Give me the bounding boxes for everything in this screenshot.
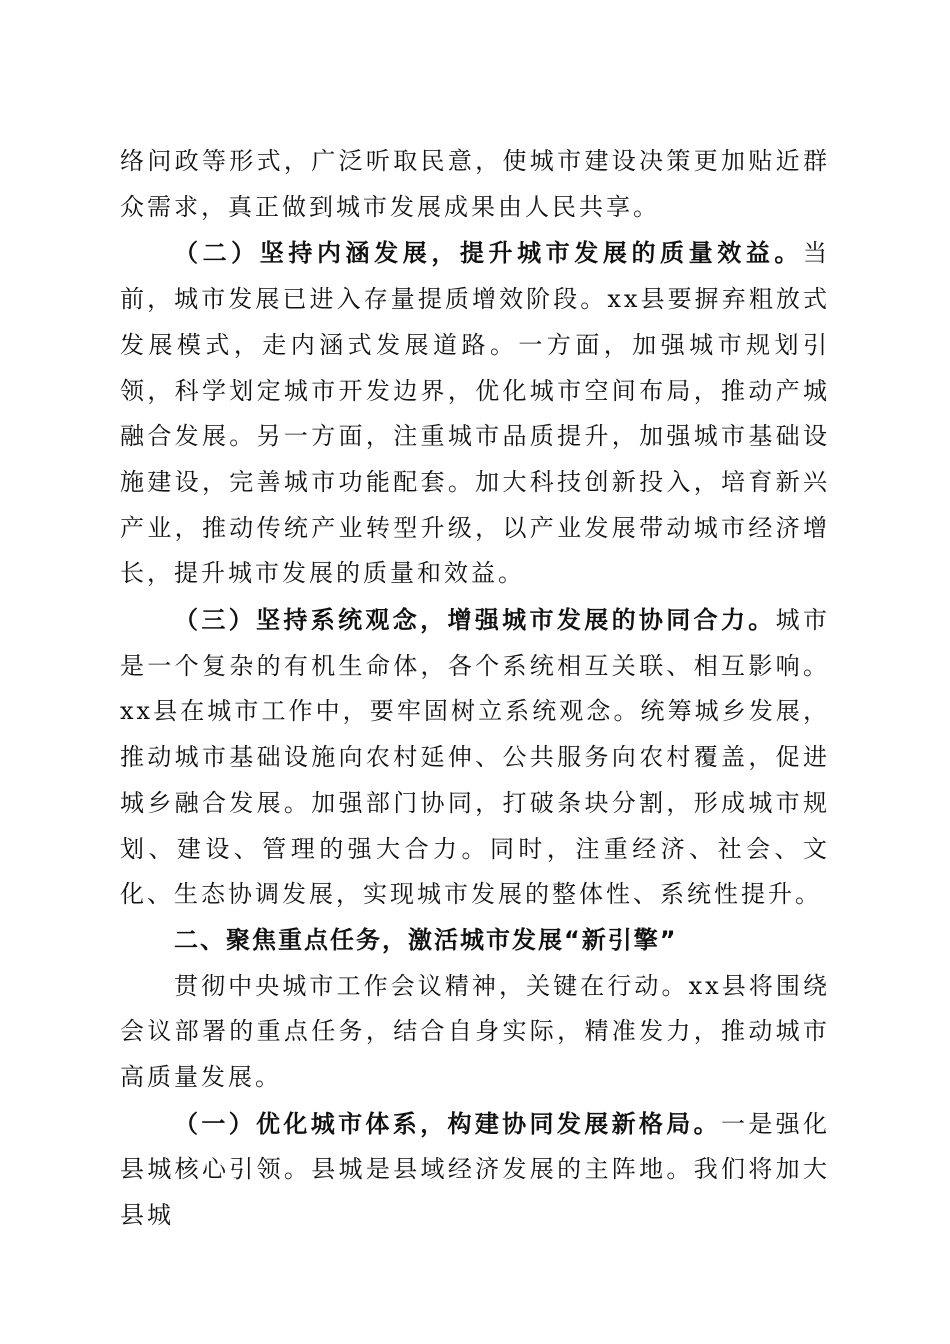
paragraph-text: 城市是一个复杂的有机生命体，各个系统相互关联、相互影响。xx县在城市工作中，要牢固树立系统观念。统筹城乡发展，推动城市基础设施向农村延伸、公共服务向农村覆盖，促进城乡融合发展。加强部门协同，打破条块分割，形成城市规划、建设、管理的强大合力。同时，注重经济、社会、文化、生态协调发展，实现城市发展的整体性、系统性提升。 [120,606,831,909]
paragraph-lead: （一）优化城市体系，构建协同发展新格局。 [174,1108,721,1138]
section-heading-text: 二、聚焦重点任务，激活城市发展“新引擎” [174,925,678,954]
paragraph-text: 当前，城市发展已进入存量提质增效阶段。xx县要摒弃粗放式发展模式，走内涵式发展道路。一方面，加强城市规划引领，科学划定城市开发边界，优化城市空间布局，推动产城融合发展。另一方面，注重城市品质提升，加强城市基础设施建设，完善城市功能配套。加大科技创新投入，培育新兴产业，推动传统产业转型升级，以产业发展带动城市经济增长，提升城市发展的质量和效益。 [120,239,830,588]
paragraph-lead: （三）坚持系统观念，增强城市发展的协同合力。 [174,605,776,635]
paragraph-intensive-development [120,230,830,597]
paragraph-implementation [120,964,830,1101]
paragraph-systems-view [120,597,830,918]
paragraph-urban-system [120,1101,830,1239]
paragraph-text: 一是强化县城核心引领。县城是县域经济发展的主阵地。我们将加大县城 [120,1109,831,1230]
paragraph-text: 贯彻中央城市工作会议精神，关键在行动。xx县将围绕会议部署的重点任务，结合自身实际，精准发力，推动城市高质量发展。 [120,971,830,1092]
paragraph-continuation [120,139,830,230]
document-body [120,139,830,1239]
paragraph-lead: （二）坚持内涵发展，提升城市发展的质量效益。 [174,238,803,268]
section-heading [120,918,830,964]
paragraph-text: 络问政等形式，广泛听取民意，使城市建设决策更加贴近群众需求，真正做到城市发展成果由人民共享。 [120,147,830,221]
